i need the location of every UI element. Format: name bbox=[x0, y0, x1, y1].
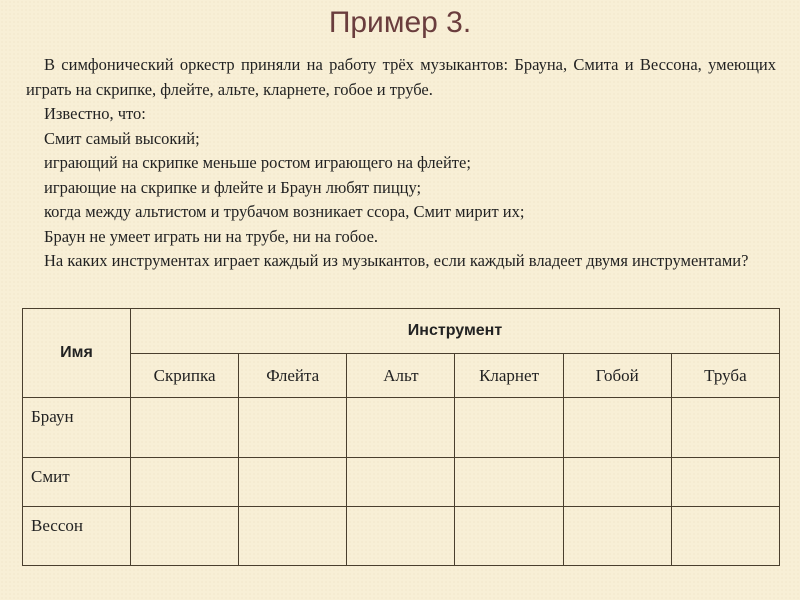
instrument-header: Альт bbox=[347, 354, 455, 398]
instrument-header: Труба bbox=[671, 354, 779, 398]
table-cell bbox=[455, 507, 563, 566]
instrument-header: Кларнет bbox=[455, 354, 563, 398]
page-title: Пример 3. bbox=[328, 6, 472, 39]
table-cell bbox=[347, 398, 455, 458]
table-cell bbox=[347, 458, 455, 507]
table-cell bbox=[671, 398, 779, 458]
table-row bbox=[23, 458, 780, 507]
instrument-header: Гобой bbox=[563, 354, 671, 398]
problem-paragraph: когда между альтистом и трубачом возникает ссора, Смит мирит их; bbox=[44, 202, 525, 221]
problem-paragraph: Браун не умеет играть ни на трубе, ни на гобое. bbox=[44, 226, 379, 246]
table-cell bbox=[563, 458, 671, 507]
problem-paragraph: Смит самый высокий; bbox=[44, 128, 200, 148]
logic-grid-table bbox=[22, 308, 780, 566]
table-cell bbox=[239, 507, 347, 566]
musician-name: Вессон bbox=[23, 507, 131, 566]
table-cell bbox=[455, 458, 563, 507]
table-cell bbox=[131, 458, 239, 507]
problem-paragraph: На каких инструментах играет каждый из музыкантов, если каждый владеет двумя инструментами? bbox=[44, 251, 749, 270]
problem-paragraph: Известно, что: bbox=[44, 104, 146, 123]
table-cell bbox=[563, 507, 671, 566]
instrument-group-header: Инструмент bbox=[131, 309, 780, 354]
table-cell bbox=[239, 398, 347, 458]
table-cell bbox=[131, 507, 239, 566]
instrument-header: Скрипка bbox=[131, 354, 239, 398]
problem-text bbox=[26, 53, 776, 274]
table-cell bbox=[347, 507, 455, 566]
problem-paragraph: играющие на скрипке и флейте и Браун любят пиццу; bbox=[44, 177, 422, 197]
musician-name: Браун bbox=[23, 398, 131, 458]
table-cell bbox=[455, 398, 563, 458]
table-cell bbox=[239, 458, 347, 507]
table-cell bbox=[671, 507, 779, 566]
problem-paragraph: играющий на скрипке меньше ростом играющего на флейте; bbox=[44, 153, 471, 172]
table-cell bbox=[131, 398, 239, 458]
name-column-header: Имя bbox=[23, 309, 131, 398]
table-row bbox=[23, 398, 780, 458]
musician-name: Смит bbox=[23, 458, 131, 507]
table-cell bbox=[563, 398, 671, 458]
table-cell bbox=[671, 458, 779, 507]
problem-paragraph: В симфонический оркестр приняли на работу трёх музыкантов: Брауна, Смита и Вессона, умеющих играть на скрипке, флейте, альте, кларнете, гобое и трубе. bbox=[26, 55, 776, 99]
instrument-header: Флейта bbox=[239, 354, 347, 398]
table-row bbox=[23, 507, 780, 566]
